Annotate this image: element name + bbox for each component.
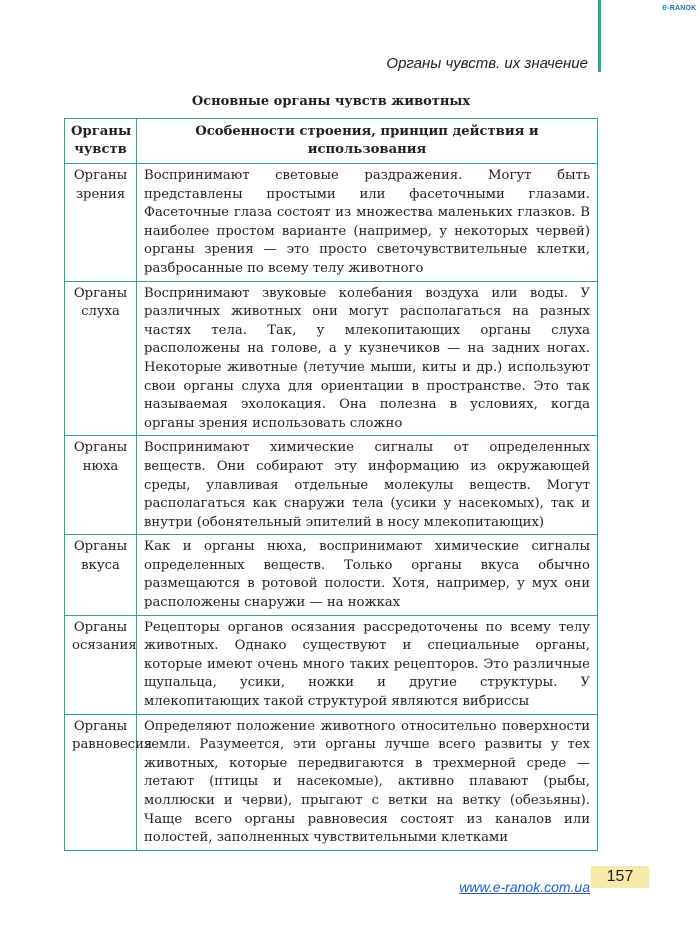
page-number: 157 xyxy=(591,866,649,888)
column-header-organ: Органы чувств xyxy=(65,119,137,164)
organ-name-cell: Органы вкуса xyxy=(65,535,137,615)
table-row xyxy=(65,281,598,436)
table-row xyxy=(65,615,598,714)
table-row xyxy=(65,164,598,282)
organ-description-cell: Воспринимают звуковые колебания воздуха или воды. У различных животных они могут располагаться на разных частях тела. Так, у млекопитающих органы слуха расположены на голове, а у кузнечиков — на задних ногах. Некоторые животные (летучие мыши, киты и др.) используют свои органы слуха для ориентации в пространстве. Это так называемая эхолокация. Она полезна в условиях, когда органы зрения использовать сложно xyxy=(137,281,598,436)
publisher-website-link[interactable]: www.e-ranok.com.ua xyxy=(459,879,590,895)
organ-name-cell: Органы равновесия xyxy=(65,714,137,850)
organ-description-cell: Воспринимают световые раздражения. Могут быть представлены простыми или фасеточными глазами. Фасеточные глаза состоят из множества маленьких глазков. В наиболее простом варианте (например, у некоторых червей) органы зрения — это просто светочувствительные клетки, разбросанные по всему телу животного xyxy=(137,164,598,282)
margin-accent-bar xyxy=(598,0,601,72)
organ-name-cell: Органы нюха xyxy=(65,436,137,535)
organ-description-cell: Как и органы нюха, воспринимают химические сигналы определенных веществ. Только органы вкуса обычно размещаются в ротовой полости. Хотя, например, у мух они расположены снаружи — на ножках xyxy=(137,535,598,615)
organ-name-cell: Органы слуха xyxy=(65,281,137,436)
table-row xyxy=(65,714,598,850)
organ-description-cell: Рецепторы органов осязания рассредоточены по всему телу животных. Однако существуют и специальные органы, которые имеют очень много таких рецепторов. Это различные щупальца, усики, ножки и другие структуры. У млекопитающих такой структурой являются вибриссы xyxy=(137,615,598,714)
organ-description-cell: Определяют положение животного относительно поверхности земли. Разумеется, эти органы лучше всего развиты у тех животных, которые передвигаются в трехмерной среде — летают (птицы и насекомые), активно плавают (рыбы, моллюски и черви), прыгают с ветки на ветку (обезьяны). Чаще всего органы равновесия состоят из каналов или полостей, заполненных чувствительными клетками xyxy=(137,714,598,850)
table-header-row xyxy=(65,119,598,164)
table-title: Основные органы чувств животных xyxy=(191,94,471,109)
organ-description-cell: Воспринимают химические сигналы от определенных веществ. Они собирают эту информацию из окружающей среды, улавливая отдельные молекулы веществ. Могут располагаться как снаружи тела (усики у насекомых), так и внутри (обонятельный эпителий в носу млекопитающих) xyxy=(137,436,598,535)
running-title: Органы чувств. их значение xyxy=(386,55,588,72)
sense-organs-table xyxy=(64,118,598,851)
column-header-description: Особенности строения, принцип действия и использования xyxy=(137,119,598,164)
table-row xyxy=(65,436,598,535)
organ-name-cell: Органы зрения xyxy=(65,164,137,282)
organ-name-cell: Органы осязания xyxy=(65,615,137,714)
table-row xyxy=(65,535,598,615)
logo-text: RANOK xyxy=(669,5,697,12)
publisher-logo: e-RANOK xyxy=(662,2,697,12)
